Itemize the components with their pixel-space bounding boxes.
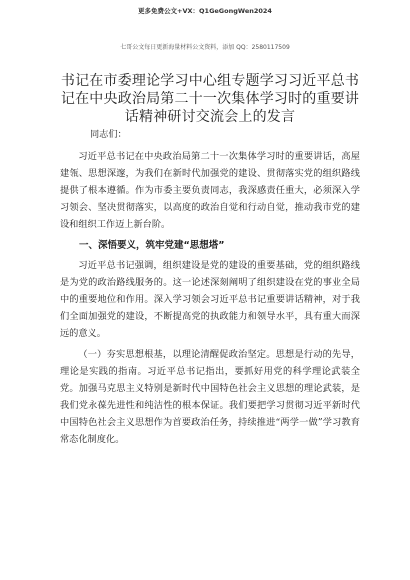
section-heading: 一、深悟要义，筑牢党建“思想塔” <box>79 240 225 251</box>
paragraph-section-intro: 习近平总书记强调，组织建设是党的建设的重要基础，党的组织路线是为党的政治路线服务的。这一论述深刻阐明了组织建设在党的事业全局中的重要地位和作用。深入学习领会习近平总书记重要讲话精神，对于我们全面加强党的建设，不断提高党的执政能力和领导水平，具有重大而深远的意义。 <box>60 260 360 339</box>
document-title: 书记在市委理论学习中心组专题学习习近平总书记在中央政治局第二十一次集体学习时的重要讲话精神研讨交流会上的发言 <box>60 73 360 125</box>
document-content <box>60 72 360 452</box>
promo-banner: 更多免费公文+VX：Q1GeGongWen2024 <box>138 7 272 15</box>
paragraph-intro: 习近平总书记在中央政治局第二十一次集体学习时的重要讲话，高屋建瓴、思想深邃，为我们在新时代加强党的建设、贯彻落实党的组织路线提供了根本遵循。作为市委主要负责同志，我深感责任重大，必须深入学习领会、坚决贯彻落实，以高度的政治自觉和行动自觉，推动我市党的建设和组织工作迈上新台阶。 <box>60 151 360 230</box>
paragraph-subpoint-1: （一）夯实思想根基，以理论清醒促政治坚定。思想是行动的先导，理论是实践的指南。习近平总书记指出，要抓好用党的科学理论武装全党。加强马克思主义特别是新时代中国特色社会主义思想的理论武装，是我们党永葆先进性和纯洁性的根本保证。我们要把学习贯彻习近平新时代中国特色社会主义思想作为首要政治任务，持续推进“两学一做”学习教育常态化制度化。 <box>60 349 360 445</box>
header-note: 七哥公文每日更新海量材料公文资料，添加 QQ：2580117509 <box>120 44 290 51</box>
greeting: 同志们： <box>90 129 127 140</box>
